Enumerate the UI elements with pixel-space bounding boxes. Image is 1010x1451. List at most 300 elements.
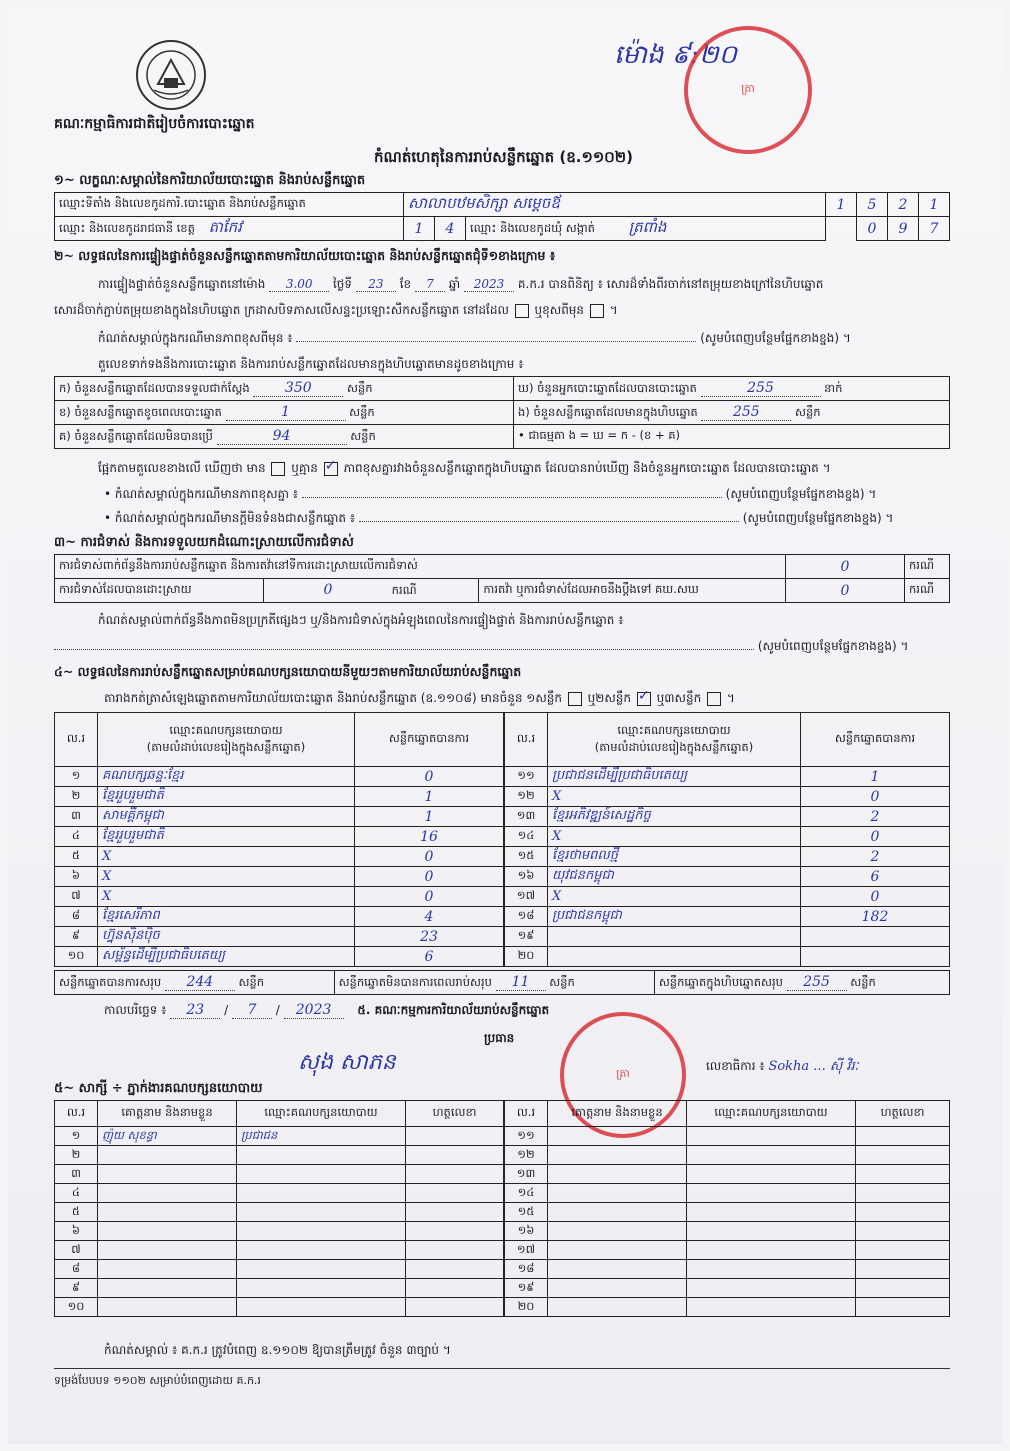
witness-name bbox=[98, 1241, 237, 1260]
result-no: ១ bbox=[55, 767, 98, 787]
result-row bbox=[505, 867, 950, 887]
total-box-value: 255 bbox=[787, 974, 847, 991]
witness-row bbox=[505, 1298, 950, 1317]
result-no: ២០ bbox=[505, 947, 548, 967]
row-b-unit: សន្លឹក bbox=[349, 404, 375, 419]
has-difference-checkbox[interactable] bbox=[271, 462, 285, 476]
result-row bbox=[505, 907, 950, 927]
witness-party bbox=[687, 1184, 856, 1203]
witness-signature bbox=[856, 1165, 950, 1184]
figures-table bbox=[54, 376, 950, 449]
result-party: ហ្វ៊ុនស៊ិនប៉ិច bbox=[98, 927, 355, 947]
result-votes bbox=[801, 927, 950, 947]
handwritten-time: ម៉ោង ៩:២០ bbox=[614, 40, 738, 70]
witness-row bbox=[505, 1146, 950, 1165]
province-digit: 4 bbox=[435, 217, 466, 241]
result-party: ខ្មែររួបរួមជាតិ bbox=[98, 827, 355, 847]
result-row bbox=[505, 847, 950, 867]
bullet1-label: • កំណត់សម្គាល់ក្នុងករណីមានភាពខុសគ្នា ៖ bbox=[104, 487, 299, 501]
result-row bbox=[55, 867, 504, 887]
witness-row bbox=[505, 1127, 950, 1146]
witness-name bbox=[98, 1298, 237, 1317]
location-digit: 5 bbox=[857, 193, 888, 217]
date-month: 7 bbox=[232, 1002, 272, 1019]
result-votes: 6 bbox=[801, 867, 950, 887]
witness-name bbox=[548, 1165, 687, 1184]
result-party: X bbox=[98, 867, 355, 887]
result-row bbox=[55, 887, 504, 907]
committee-name: គណៈកម្មាធិការជាតិរៀបចំការបោះឆ្នោត bbox=[54, 116, 255, 132]
sheet-text-a: តារាងកត់ត្រាសំឡេងឆ្នោតតាមការិយាល័យបោះឆ្នោត និងរាប់សន្លឹកឆ្នោត (ឧ.១១០៨) មានចំនួន ១សន្លឹក bbox=[104, 691, 562, 705]
witness-row bbox=[55, 1127, 504, 1146]
col-party-subtitle: (តាមលំដាប់លេខរៀងក្នុងសន្លឹកឆ្នោត) bbox=[146, 739, 306, 754]
result-party: សាមគ្គីកម្ពុជា bbox=[98, 807, 355, 827]
witness-row bbox=[55, 1146, 504, 1165]
witness-name bbox=[548, 1184, 687, 1203]
result-party: យុវជនកម្ពុជា bbox=[548, 867, 801, 887]
result-row bbox=[505, 927, 950, 947]
witness-name bbox=[548, 1203, 687, 1222]
witness-name bbox=[548, 1279, 687, 1298]
result-no: ៥ bbox=[55, 847, 98, 867]
total-valid-value: 244 bbox=[165, 974, 235, 991]
witness-col-name: គោត្តនាម និងនាមខ្លួន bbox=[98, 1101, 237, 1127]
witness-name bbox=[98, 1203, 237, 1222]
location-label: ឈ្មោះទីតាំង និងលេខកូដការិ.បោះឆ្នោត និងរាប់សន្លឹកឆ្នោត bbox=[55, 193, 404, 217]
witness-no: ១៦ bbox=[505, 1222, 548, 1241]
total-valid-label: សន្លឹកឆ្នោតបានការសរុប bbox=[59, 974, 162, 989]
irregularity-fill-note: (សូមបំពេញបន្ថែមផ្នែកខាងខ្នង) ។ bbox=[757, 639, 909, 653]
witness-no: ៣ bbox=[55, 1165, 98, 1184]
result-no: ១៣ bbox=[505, 807, 548, 827]
results-table-left bbox=[54, 712, 504, 967]
witness-col-party: ឈ្មោះគណបក្សនយោបាយ bbox=[687, 1101, 856, 1127]
witness-party bbox=[687, 1165, 856, 1184]
total-box-cell bbox=[654, 971, 949, 995]
location-digit: 1 bbox=[826, 193, 857, 217]
witness-name: ញ៉ុយ សុខន្ធា bbox=[98, 1127, 237, 1146]
witness-name bbox=[98, 1260, 237, 1279]
witness-name bbox=[548, 1127, 687, 1146]
result-party: ខ្មែរអភិវឌ្ឍន៍សេដ្ឋកិច្ច bbox=[548, 807, 801, 827]
date-day: 23 bbox=[170, 1002, 220, 1019]
witness-name bbox=[98, 1279, 237, 1298]
witness-no: ៤ bbox=[55, 1184, 98, 1203]
commune-value: ត្រពាំង bbox=[628, 217, 667, 236]
row-a-label: ក) ចំនួនសន្លឹកឆ្នោតដែលបានទទួលជាក់ស្ដែង bbox=[59, 380, 250, 395]
row-d-value: 255 bbox=[701, 380, 821, 397]
witness-row bbox=[505, 1279, 950, 1298]
total-invalid-value: 11 bbox=[496, 974, 546, 991]
secretary-signature: Sokha ... ស៊ី វិរៈ bbox=[768, 1059, 859, 1074]
verification-month: 7 bbox=[415, 277, 445, 292]
result-votes: 0 bbox=[801, 827, 950, 847]
witness-row bbox=[55, 1260, 504, 1279]
witness-col-sign: ហត្ថលេខា bbox=[406, 1101, 504, 1127]
three-sheets-checkbox[interactable] bbox=[707, 692, 721, 706]
resolved-value: 0 bbox=[323, 581, 333, 598]
result-votes: 0 bbox=[355, 867, 504, 887]
footer-divider bbox=[54, 1368, 950, 1369]
witness-party bbox=[237, 1146, 406, 1165]
results-table-right bbox=[504, 712, 950, 967]
province-label: ឈ្មោះ និងលេខកូដរាជធានី ខេត្ត bbox=[59, 220, 195, 235]
section1-table bbox=[54, 192, 950, 241]
witness-row bbox=[505, 1222, 950, 1241]
result-no: ៣ bbox=[55, 807, 98, 827]
witness-no: ១៨ bbox=[505, 1260, 548, 1279]
chair-label: ប្រធាន bbox=[484, 1031, 515, 1045]
witness-no: ១៥ bbox=[505, 1203, 548, 1222]
witness-no: ១៧ bbox=[505, 1241, 548, 1260]
same-checkbox[interactable] bbox=[515, 304, 529, 318]
province-digit: 1 bbox=[404, 217, 435, 241]
result-party bbox=[548, 927, 801, 947]
result-votes: 2 bbox=[801, 847, 950, 867]
witness-row bbox=[55, 1279, 504, 1298]
result-no: ១០ bbox=[55, 947, 98, 967]
verification-text-c: ខែ bbox=[399, 277, 412, 291]
witness-name bbox=[548, 1260, 687, 1279]
witness-signature bbox=[856, 1203, 950, 1222]
result-row bbox=[55, 767, 504, 787]
objections-table bbox=[54, 554, 950, 603]
result-no: ១៧ bbox=[505, 887, 548, 907]
section1-heading: ១~ លក្ខណៈសម្គាល់នៃការិយាល័យបោះឆ្នោត និងរាប់សន្លឹកឆ្នោត bbox=[54, 173, 366, 188]
row-b bbox=[55, 401, 514, 425]
footer-text: ទម្រង់បែបបទ ១១០២ សម្រាប់បំពេញដោយ គ.ក.រ bbox=[54, 1374, 261, 1387]
totals-table bbox=[54, 970, 950, 995]
result-votes: 1 bbox=[801, 767, 950, 787]
witness-party bbox=[687, 1203, 856, 1222]
commune-digit: 0 bbox=[857, 217, 888, 241]
witness-no: ១ bbox=[55, 1127, 98, 1146]
result-row bbox=[55, 907, 504, 927]
witness-party bbox=[237, 1260, 406, 1279]
result-row bbox=[55, 927, 504, 947]
row-e-unit: សន្លឹក bbox=[795, 404, 821, 419]
section3-heading: ៣~ ការជំទាស់ និងការទទួលយកដំណោះស្រាយលើការជំទាស់ bbox=[54, 535, 354, 550]
committee-label: ៥. គណៈកម្មការការិយាល័យរាប់សន្លឹកឆ្នោត bbox=[357, 1003, 550, 1017]
date-year: 2023 bbox=[284, 1002, 344, 1019]
witness-row bbox=[505, 1260, 950, 1279]
commune-digit: 9 bbox=[888, 217, 919, 241]
note1-label: កំណត់សម្គាល់ក្នុងករណីមានភាពខុសពីមុន ៖ bbox=[98, 331, 293, 345]
province-row bbox=[55, 217, 404, 241]
witness-party bbox=[687, 1146, 856, 1165]
result-party: ប្រជាជនដើម្បីប្រជាធិបតេយ្យ bbox=[548, 767, 801, 787]
two-sheets-checkbox[interactable] bbox=[637, 692, 651, 706]
bullet2-fill-note: (សូមបំពេញបន្ថែមផ្នែកខាងខ្នង) ។ bbox=[742, 511, 894, 525]
witness-name bbox=[548, 1146, 687, 1165]
witness-no: ៥ bbox=[55, 1203, 98, 1222]
bullet1-line bbox=[104, 486, 876, 504]
province-value: តាកែវ bbox=[208, 217, 242, 236]
witness-no: ៦ bbox=[55, 1222, 98, 1241]
witness-row bbox=[505, 1165, 950, 1184]
chair-signature: សុង សាភន bbox=[298, 1050, 396, 1075]
witness-no: ៨ bbox=[55, 1260, 98, 1279]
row-b-value: 1 bbox=[226, 404, 346, 421]
col-no-header: ល.រ bbox=[55, 713, 98, 767]
bullet1-fill-note: (សូមបំពេញបន្ថែមផ្នែកខាងខ្នង) ។ bbox=[725, 487, 877, 501]
verification-text-a: ការផ្ទៀងផ្ទាត់ចំនួនសន្លឹកឆ្នោតនៅម៉ោង bbox=[98, 277, 266, 291]
result-votes bbox=[801, 947, 950, 967]
form-title: កំណត់ហេតុនៃការរាប់សន្លឹកឆ្នោត (ឧ.១១០២) bbox=[374, 148, 634, 166]
result-no: ១៨ bbox=[505, 907, 548, 927]
different-checkbox[interactable] bbox=[590, 304, 604, 318]
top-stamp-text: ត្រា bbox=[741, 82, 755, 95]
result-party: ខ្មែរថាមពលថ្មី bbox=[548, 847, 801, 867]
col-party-title: ឈ្មោះគណបក្សនយោបាយ bbox=[617, 722, 731, 737]
sheet-count-line: តារាងកត់ត្រាសំឡេងឆ្នោតតាមការិយាល័យបោះឆ្នោត និងរាប់សន្លឹកឆ្នោត (ឧ.១១០៨) មានចំនួន ១សន្លឹក ឬ២សន្លឹក ✓ ឬ៣សន្លឹក ។ bbox=[104, 690, 735, 708]
witness-col-no: ល.រ bbox=[55, 1101, 98, 1127]
witness-name bbox=[98, 1146, 237, 1165]
witness-row bbox=[55, 1165, 504, 1184]
witness-table-left bbox=[54, 1100, 504, 1317]
witness-signature bbox=[406, 1146, 504, 1165]
result-row bbox=[55, 787, 504, 807]
result-no: ១៥ bbox=[505, 847, 548, 867]
result-row bbox=[505, 827, 950, 847]
witness-signature bbox=[856, 1298, 950, 1317]
witness-no: ១១ bbox=[505, 1127, 548, 1146]
result-party: X bbox=[548, 827, 801, 847]
total-valid-unit: សន្លឹក bbox=[238, 974, 265, 989]
result-row bbox=[505, 887, 950, 907]
witness-no: ៩ bbox=[55, 1279, 98, 1298]
result-votes: 6 bbox=[355, 947, 504, 967]
witness-row bbox=[505, 1203, 950, 1222]
result-party: សម្ព័ន្ធដើម្បីប្រជាធិបតេយ្យ bbox=[98, 947, 355, 967]
result-no: ១៤ bbox=[505, 827, 548, 847]
row-c-unit: សន្លឹក bbox=[350, 428, 376, 443]
appeals-value: 0 bbox=[786, 579, 905, 603]
irregularity-note: កំណត់សម្គាល់ពាក់ព័ន្ធនឹងភាពមិនប្រក្រតីផ្សេងៗ ឬ/និងការជំទាស់ក្នុងអំឡុងពេលនៃការផ្ទៀងផ្ទាត់ និងការរាប់សន្លឹកឆ្នោត ៖ bbox=[98, 613, 624, 627]
witness-name bbox=[548, 1241, 687, 1260]
witness-party bbox=[237, 1298, 406, 1317]
verification-text-b: ថ្ងៃទី bbox=[333, 277, 353, 291]
result-row bbox=[505, 787, 950, 807]
row-d bbox=[514, 377, 950, 401]
verification-line bbox=[98, 276, 823, 294]
result-no: ៩ bbox=[55, 927, 98, 947]
irregularity-line bbox=[54, 638, 908, 656]
witness-name bbox=[98, 1222, 237, 1241]
bottom-stamp-text: ត្រា bbox=[616, 1067, 630, 1080]
witness-no: ២ bbox=[55, 1146, 98, 1165]
objections-label: ការជំទាស់ពាក់ព័ន្ធនឹងការរាប់សន្លឹកឆ្នោត និងការតវ៉ានៅទីការដោះស្រាយលើការជំទាស់ bbox=[55, 555, 786, 579]
objections-value: 0 bbox=[786, 555, 905, 579]
section5-heading: ៥~ សាក្សី ÷ ភ្នាក់ងារគណបក្សនយោបាយ bbox=[54, 1081, 263, 1096]
witness-signature bbox=[406, 1279, 504, 1298]
result-votes: 1 bbox=[355, 787, 504, 807]
commune-row bbox=[466, 217, 826, 241]
result-party: ប្រជាជនកម្ពុជា bbox=[548, 907, 801, 927]
seal-line: សោរដ៏ចាក់ភ្ជាប់តម្រុយខាងក្នុងនៃហិបឆ្នោត ក្រដាសបិទភាសលើសន្ទះប្រឡោះសឺកសន្លឹកឆ្នោត នៅដដែល ឬខុសពីមុន ។ bbox=[54, 303, 618, 317]
commune-digit: 7 bbox=[919, 217, 950, 241]
witness-name bbox=[98, 1184, 237, 1203]
col-party-title: ឈ្មោះគណបក្សនយោបាយ bbox=[169, 722, 283, 737]
location-value: សាលាបឋមសិក្សា សម្ដេចឪ bbox=[404, 193, 826, 217]
section2-heading: ២~ លទ្ធផលនៃការផ្ទៀងផ្ទាត់ចំនួនសន្លឹកឆ្នោតតាមការិយាល័យបោះឆ្នោត និងរាប់សន្លឹកឆ្នោតជុំទី១ខាងក្រោម ៖ bbox=[54, 248, 556, 263]
result-row bbox=[505, 947, 950, 967]
appeals-unit: ករណី bbox=[905, 579, 950, 603]
resolved-unit: ករណី bbox=[391, 582, 417, 597]
witness-no: ៧ bbox=[55, 1241, 98, 1260]
witness-signature bbox=[856, 1127, 950, 1146]
witness-col-sign: ហត្ថលេខា bbox=[856, 1101, 950, 1127]
bullet2-line bbox=[104, 510, 893, 528]
one-sheet-checkbox[interactable] bbox=[568, 692, 582, 706]
col-votes-header: សន្លឹកឆ្នោតបានការ bbox=[801, 713, 950, 767]
result-party: X bbox=[98, 847, 355, 867]
result-party: ខ្មែរសេរីភាព bbox=[98, 907, 355, 927]
witness-signature bbox=[406, 1165, 504, 1184]
witness-no: ១០ bbox=[55, 1298, 98, 1317]
witness-row bbox=[55, 1222, 504, 1241]
verification-text-e: គ.ក.រ បានពិនិត្យ ៖ សោរដ៏ទាំងពីរចាក់នៅតម្រុយខាងក្រៅនៃហិបឆ្នោត bbox=[517, 277, 824, 291]
witness-party bbox=[237, 1241, 406, 1260]
row-d-label: ឃ) ចំនួនអ្នកបោះឆ្នោតដែលបានបោះឆ្នោត bbox=[518, 380, 697, 395]
result-votes: 4 bbox=[355, 907, 504, 927]
result-no: ១៦ bbox=[505, 867, 548, 887]
witness-name bbox=[548, 1222, 687, 1241]
result-party: X bbox=[548, 887, 801, 907]
result-party: គណបក្សឆន្ទៈខ្មែរ bbox=[98, 767, 355, 787]
result-party bbox=[548, 947, 801, 967]
formula: • ជាធម្មតា ង = ឃ = ក - (ខ + គ) bbox=[514, 425, 950, 449]
result-no: ៨ bbox=[55, 907, 98, 927]
witness-signature bbox=[406, 1184, 504, 1203]
result-votes: 0 bbox=[355, 767, 504, 787]
row-e-value: 255 bbox=[701, 404, 791, 421]
witness-party bbox=[237, 1222, 406, 1241]
total-invalid-label: សន្លឹកឆ្នោតមិនបានការពេលរាប់សរុប bbox=[338, 974, 492, 989]
commune-label: ឈ្មោះ និងលេខកូដឃុំ សង្កាត់ bbox=[470, 220, 595, 235]
witness-party bbox=[237, 1165, 406, 1184]
witness-party bbox=[687, 1260, 856, 1279]
top-red-stamp bbox=[684, 26, 812, 154]
result-no: ៧ bbox=[55, 887, 98, 907]
result-votes: 0 bbox=[355, 887, 504, 907]
witness-signature bbox=[856, 1279, 950, 1298]
witness-party bbox=[237, 1279, 406, 1298]
no-difference-checkbox[interactable] bbox=[324, 462, 338, 476]
figures-intro: តួលេខទាក់ទងនឹងការបោះឆ្នោត និងការរាប់សន្លឹកឆ្នោតដែលមានក្នុងហិបឆ្នោតមានដូចខាងក្រោម ៖ bbox=[98, 357, 524, 371]
resolved-label: ការជំទាស់ដែលបានដោះស្រាយ bbox=[55, 579, 264, 603]
witness-row bbox=[505, 1184, 950, 1203]
row-e bbox=[514, 401, 950, 425]
result-row bbox=[55, 807, 504, 827]
result-votes: 0 bbox=[355, 847, 504, 867]
note1-line bbox=[98, 330, 950, 348]
verification-day: 23 bbox=[356, 277, 396, 292]
total-valid-cell bbox=[55, 971, 335, 995]
witness-no: ២០ bbox=[505, 1298, 548, 1317]
compare-text-b: ឬគ្មាន bbox=[291, 461, 318, 475]
result-no: ១១ bbox=[505, 767, 548, 787]
result-no: ៦ bbox=[55, 867, 98, 887]
total-box-unit: សន្លឹក bbox=[850, 974, 876, 989]
witness-signature bbox=[856, 1222, 950, 1241]
witness-party bbox=[687, 1127, 856, 1146]
result-no: ១២ bbox=[505, 787, 548, 807]
col-party-subtitle: (តាមលំដាប់លេខរៀងក្នុងសន្លឹកឆ្នោត) bbox=[594, 739, 754, 754]
witness-party bbox=[687, 1298, 856, 1317]
result-party: ខ្មែររួបរួមជាតិ bbox=[98, 787, 355, 807]
witness-row bbox=[55, 1184, 504, 1203]
result-row bbox=[55, 947, 504, 967]
row-e-label: ង) ចំនួនសន្លឹកឆ្នោតដែលមានក្នុងហិបឆ្នោត bbox=[518, 404, 698, 419]
witness-row bbox=[55, 1241, 504, 1260]
col-party-header bbox=[548, 713, 801, 767]
result-votes: 0 bbox=[801, 787, 950, 807]
compare-text-c: ភាពខុសគ្នារវាងចំនួនសន្លឹកឆ្នោតក្នុងហិបឆ្នោត ដែលបានរាប់ឃើញ និងចំនួនអ្នកបោះឆ្នោត ដែលបានបោះឆ្នោត ។ bbox=[343, 461, 831, 475]
witness-no: ១២ bbox=[505, 1146, 548, 1165]
result-no: ៤ bbox=[55, 827, 98, 847]
form-page bbox=[8, 8, 1002, 1444]
result-votes: 2 bbox=[801, 807, 950, 827]
section4-heading: ៤~ លទ្ធផលនៃការរាប់សន្លឹកឆ្នោតសម្រាប់គណបក្សនយោបាយនីមួយៗតាមការិយាល័យរាប់សន្លឹកឆ្នោត bbox=[54, 664, 522, 679]
location-digit: 1 bbox=[919, 193, 950, 217]
sheet-text-b: ឬ២សន្លឹក bbox=[587, 691, 632, 705]
appeals-label: ការតវ៉ា ឬការជំទាស់ដែលអាចនឹងប្ដឹងទៅ គឃ.សឃ bbox=[479, 579, 786, 603]
result-row bbox=[55, 847, 504, 867]
row-c-value: 94 bbox=[217, 428, 347, 445]
nec-emblem-icon bbox=[136, 40, 206, 110]
witness-col-no: ល.រ bbox=[505, 1101, 548, 1127]
date-label: កាលបរិច្ឆេទ ៖ bbox=[104, 1003, 167, 1017]
witness-signature bbox=[406, 1260, 504, 1279]
verification-year: 2023 bbox=[464, 277, 514, 292]
witness-signature bbox=[406, 1203, 504, 1222]
result-votes: 0 bbox=[801, 887, 950, 907]
witness-party bbox=[687, 1241, 856, 1260]
result-no: ១៩ bbox=[505, 927, 548, 947]
witness-signature bbox=[856, 1260, 950, 1279]
witness-signature bbox=[856, 1146, 950, 1165]
compare-line bbox=[98, 460, 831, 478]
objections-unit: ករណី bbox=[905, 555, 950, 579]
total-box-label: សន្លឹកឆ្នោតក្នុងហិបឆ្នោតសរុប bbox=[658, 974, 783, 989]
result-party: X bbox=[98, 887, 355, 907]
row-b-label: ខ) ចំនួនសន្លឹកឆ្នោតខូចពេលបោះឆ្នោត bbox=[59, 404, 222, 419]
or-label: ឬខុសពីមុន bbox=[534, 303, 585, 317]
result-party: X bbox=[548, 787, 801, 807]
row-a-value: 350 bbox=[253, 380, 343, 397]
total-invalid-cell bbox=[334, 971, 654, 995]
result-votes: 16 bbox=[355, 827, 504, 847]
row-a-unit: សន្លឹក bbox=[346, 380, 373, 395]
witness-party bbox=[237, 1184, 406, 1203]
witness-row bbox=[55, 1298, 504, 1317]
witness-no: ១៤ bbox=[505, 1184, 548, 1203]
seal-text: សោរដ៏ចាក់ភ្ជាប់តម្រុយខាងក្នុងនៃហិបឆ្នោត ក្រដាសបិទភាសលើសន្ទះប្រឡោះសឺកសន្លឹកឆ្នោត នៅដដែល bbox=[54, 303, 509, 317]
witness-row bbox=[55, 1203, 504, 1222]
witness-party bbox=[687, 1222, 856, 1241]
result-votes: 1 bbox=[355, 807, 504, 827]
result-row bbox=[505, 807, 950, 827]
date-line: កាលបរិច្ឆេទ ៖ 23 / 7 / 2023 ៥. គណៈកម្មការការិយាល័យរាប់សន្លឹកឆ្នោត bbox=[104, 1002, 550, 1018]
resolved-cell bbox=[264, 579, 479, 603]
verification-time: 3.00 bbox=[269, 277, 329, 292]
witness-no: ១៩ bbox=[505, 1279, 548, 1298]
copies-note: កំណត់សម្គាល់ ៖ គ.ក.រ ត្រូវបំពេញ ឧ.១១០២ ឱ្យបានត្រឹមត្រូវ ចំនួន ៣ច្បាប់ ។ bbox=[104, 1343, 451, 1357]
col-votes-header: សន្លឹកឆ្នោតបានការ bbox=[355, 713, 504, 767]
witness-name bbox=[548, 1298, 687, 1317]
witness-party bbox=[237, 1203, 406, 1222]
